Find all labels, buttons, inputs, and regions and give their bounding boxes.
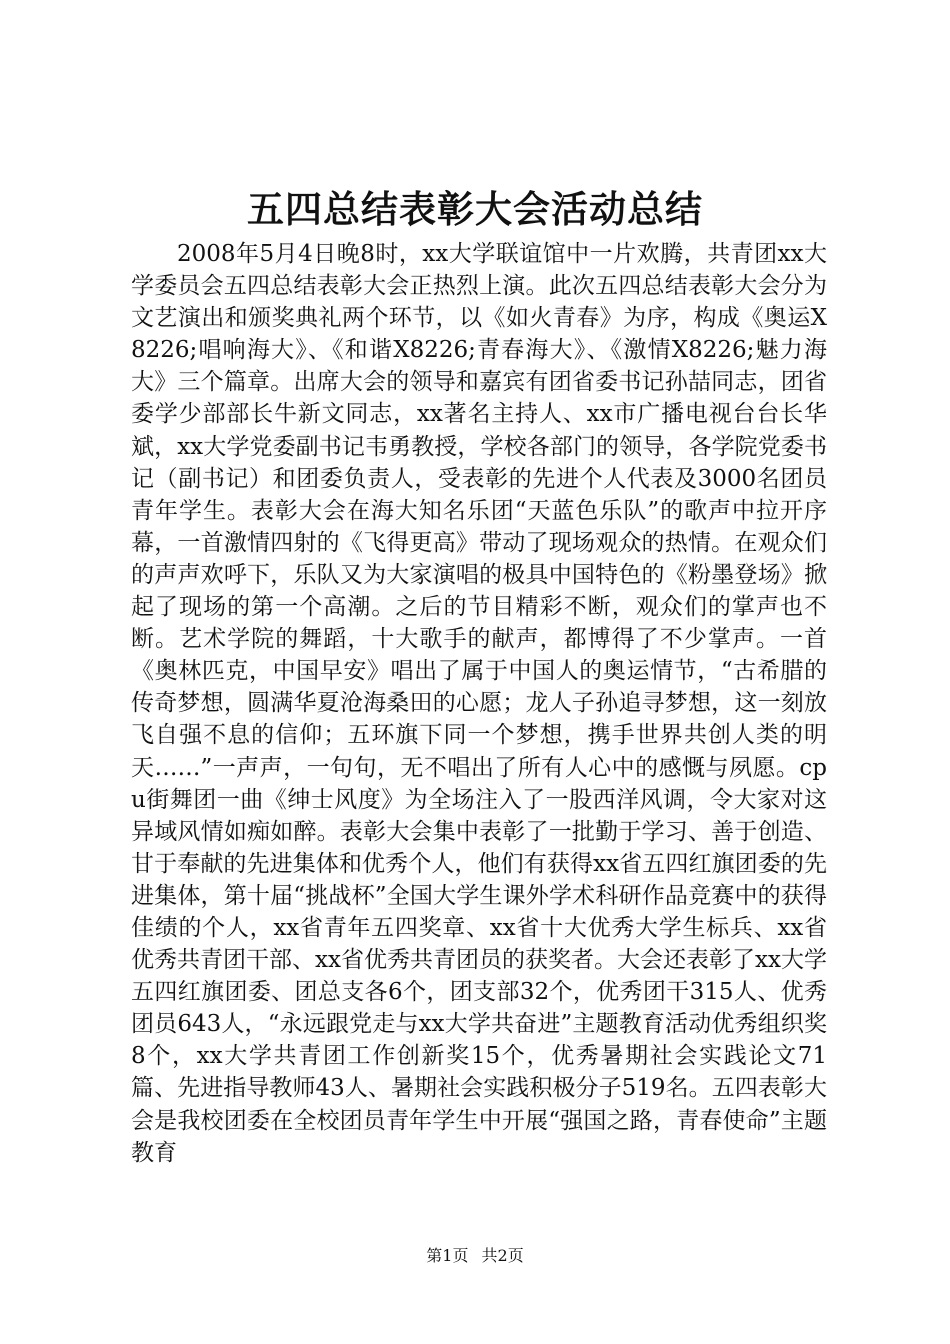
page-number: 第1页 xyxy=(426,1246,469,1265)
page-total: 共2页 xyxy=(481,1246,524,1265)
page-footer xyxy=(0,1244,950,1268)
body-paragraph: 2008年5月4日晚8时，xx大学联谊馆中一片欢腾，共青团xx大学委员会五四总结表彰大会正热烈上演。此次五四总结表彰大会分为文艺演出和颁奖典礼两个环节，以《如火青春》为序，构成《奥运X8226;唱响海大》、《和谐X8226;青春海大》、《激情X8226;魅力海大》三个篇章。出席大会的领导和嘉宾有团省委书记孙喆同志，团省委学少部部长牛新文同志，xx著名主持人、xx市广播电视台台长华斌，xx大学党委副书记韦勇教授，学校各部门的领导，各学院党委书记（副书记）和团委负责人，受表彰的先进个人代表及3000名团员青年学生。表彰大会在海大知名乐团“天蓝色乐队”的歌声中拉开序幕，一首激情四射的《飞得更高》带动了现场观众的热情。在观众们的声声欢呼下，乐队又为大家演唱的极具中国特色的《粉墨登场》掀起了现场的第一个高潮。之后的节目精彩不断，观众们的掌声也不断。艺术学院的舞蹈，十大歌手的献声，都博得了不少掌声。一首《奥林匹克，中国早安》唱出了属于中国人的奥运情节，“古希腊的传奇梦想，圆满华夏沧海桑田的心愿；龙人子孙追寻梦想，这一刻放飞自强不息的信仰；五环旗下同一个梦想，携手世界共创人类的明天……”一声声，一句句，无不唱出了所有人心中的感慨与夙愿。cpu街舞团一曲《绅士风度》为全场注入了一股西洋风调，令大家对这异域风情如痴如醉。表彰大会集中表彰了一批勤于学习、善于创造、甘于奉献的先进集体和优秀个人，他们有获得xx省五四红旗团委的先进集体，第十届“挑战杯”全国大学生课外学术科研作品竞赛中的获得佳绩的个人，xx省青年五四奖章、xx省十大优秀大学生标兵、xx省优秀共青团干部、xx省优秀共青团员的获奖者。大会还表彰了xx大学五四红旗团委、团总支各6个，团支部32个，优秀团干315人、优秀团员643人，“永远跟党走与xx大学共奋进”主题教育活动优秀组织奖8个，xx大学共青团工作创新奖15个，优秀暑期社会实践论文71篇、先进指导教师43人、暑期社会实践积极分子519名。五四表彰大会是我校团委在全校团员青年学生中开展“强国之路，青春使命”主题教育 xyxy=(131,241,827,1166)
document-title: 五四总结表彰大会活动总结 xyxy=(247,187,703,231)
